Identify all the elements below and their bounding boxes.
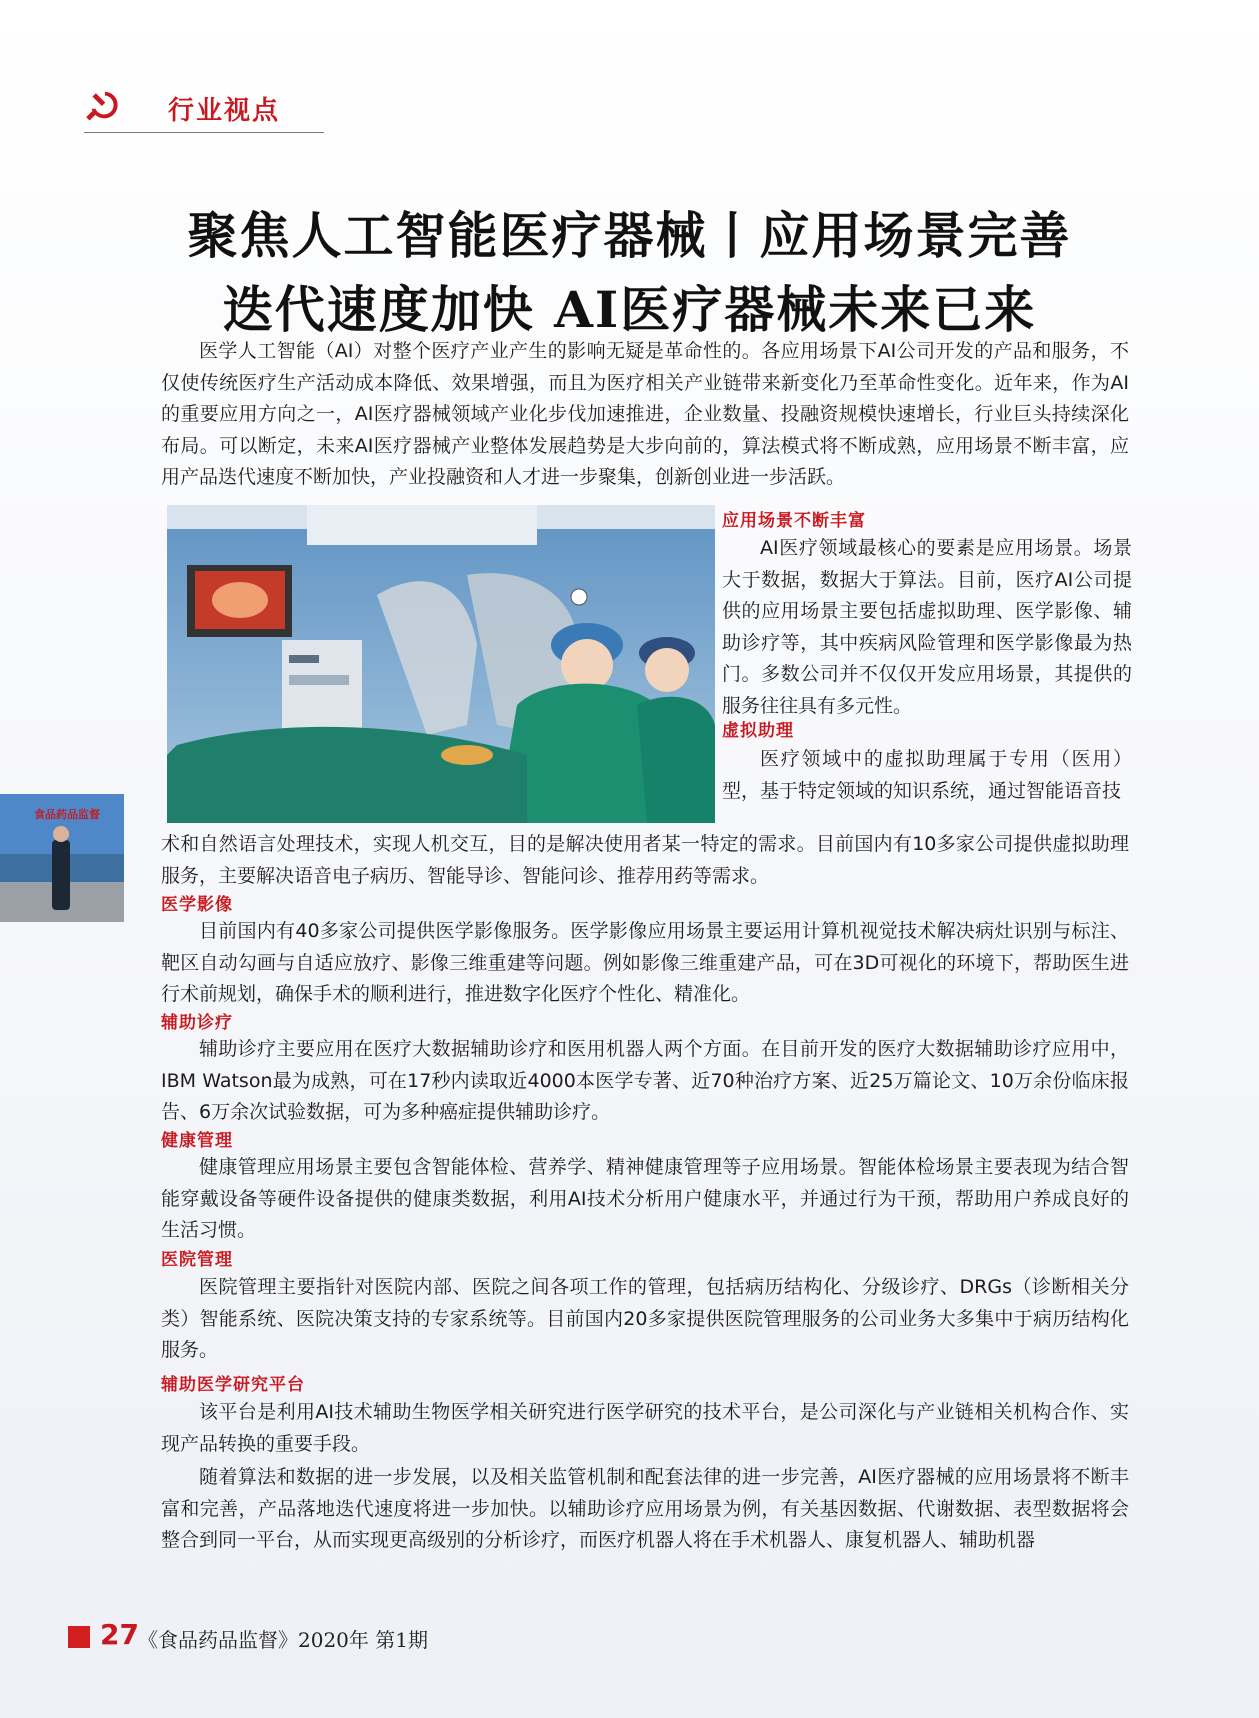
paragraph-virtual-assistant-part2: 术和自然语言处理技术，实现人机交互，目的是解决使用者某一特定的需求。目前国内有10多家公司提供虚拟助理服务，主要解决语音电子病历、智能导诊、智能问诊、推荐用药等需求。 (161, 833, 1129, 887)
footer-marker (68, 1626, 90, 1648)
side-advert-image (0, 794, 124, 922)
page-number: 27 (100, 1618, 139, 1651)
heading-research-platform: 辅助医学研究平台 (161, 1375, 305, 1395)
intro-paragraph: 医学人工智能（AI）对整个医疗产业产生的影响无疑是革命性的。各应用场景下AI公司开发的产品和服务，不仅使传统医疗生产活动成本降低、效果增强，而且为医疗相关产业链带来新变化乃至革命性变化。近年来，作为AI的重要应用方向之一，AI医疗器械领域产业化步伐加速推进，企业数量、投融资规模快速增长，行业巨头持续深化布局。可以断定，未来AI医疗器械产业整体发展趋势是大步向前的，算法模式将不断成熟，应用场景不断丰富，应用产品迭代速度不断加快，产业投融资和人才进一步聚集，创新创业进一步活跃。 (161, 340, 1129, 488)
paragraph-application-scenarios: AI医疗领域最核心的要素是应用场景。场景大于数据，数据大于算法。目前，医疗AI公司提供的应用场景主要包括虚拟助理、医学影像、辅助诊疗等，其中疾病风险管理和医学影像最为热门。多数公司并不仅仅开发应用场景，其提供的服务往往具有多元性。 (722, 537, 1132, 717)
party-emblem-icon (84, 86, 122, 124)
paragraph-health-management: 健康管理应用场景主要包含智能体检、营养学、精神健康管理等子应用场景。智能体检场景主要表现为结合智能穿戴设备等硬件设备提供的健康类数据，利用AI技术分析用户健康水平，并通过行为干预，帮助用户养成良好的生活习惯。 (161, 1156, 1129, 1241)
paragraph-virtual-assistant-part1: 医疗领域中的虚拟助理属于专用（医用）型，基于特定领域的知识系统，通过智能语音技 (722, 748, 1132, 802)
paragraph-conclusion: 随着算法和数据的进一步发展，以及相关监管机制和配套法律的进一步完善，AI医疗器械的应用场景将不断丰富和完善，产品落地迭代速度将进一步加快。以辅助诊疗应用场景为例，有关基因数据、代谢数据、表型数据将会整合到同一平台，从而实现更高级别的分析诊疗，而医疗机器人将在手术机器人、康复机器人、辅助机器 (161, 1466, 1129, 1551)
section-header (84, 86, 324, 133)
article-title-line1: 聚焦人工智能医疗器械丨应用场景完善 (187, 206, 1072, 265)
heading-medical-imaging: 医学影像 (161, 895, 233, 915)
paragraph-assisted-diagnosis: 辅助诊疗主要应用在医疗大数据辅助诊疗和医用机器人两个方面。在目前开发的医疗大数据辅助诊疗应用中，IBM Watson最为成熟，可在17秒内读取近4000本医学专著、近70种治疗方案、近25万篇论文、10万余份临床报告、6万余次试验数据，可为多种癌症提供辅助诊疗。 (161, 1038, 1129, 1123)
side-advert-label: 食品药品监督 (34, 808, 100, 821)
heading-assisted-diagnosis: 辅助诊疗 (161, 1013, 233, 1033)
article-title-line2: 迭代速度加快 AI医疗器械未来已来 (222, 280, 1037, 339)
heading-application-scenarios: 应用场景不断丰富 (722, 511, 866, 531)
paragraph-hospital-management: 医院管理主要指针对医院内部、医院之间各项工作的管理，包括病历结构化、分级诊疗、DRGs（诊断相关分类）智能系统、医院决策支持的专家系统等。目前国内20多家提供医院管理服务的公司业务大多集中于病历结构化服务。 (161, 1276, 1129, 1361)
paragraph-research-platform: 该平台是利用AI技术辅助生物医学相关研究进行医学研究的技术平台，是公司深化与产业链相关机构合作、实现产品转换的重要手段。 (161, 1401, 1129, 1455)
magazine-issue: 《食品药品监督》2020年 第1期 (138, 1628, 428, 1652)
paragraph-medical-imaging: 目前国内有40多家公司提供医学影像服务。医学影像应用场景主要运用计算机视觉技术解决病灶识别与标注、靶区自动勾画与自适应放疗、影像三维重建等问题。例如影像三维重建产品，可在3D可视化的环境下，帮助医生进行术前规划，确保手术的顺利进行，推进数字化医疗个性化、精准化。 (161, 920, 1129, 1005)
heading-virtual-assistant: 虚拟助理 (722, 721, 794, 741)
heading-health-management: 健康管理 (161, 1131, 233, 1151)
heading-hospital-management: 医院管理 (161, 1250, 233, 1270)
section-label: 行业视点 (168, 96, 281, 126)
surgery-photo (167, 505, 715, 823)
